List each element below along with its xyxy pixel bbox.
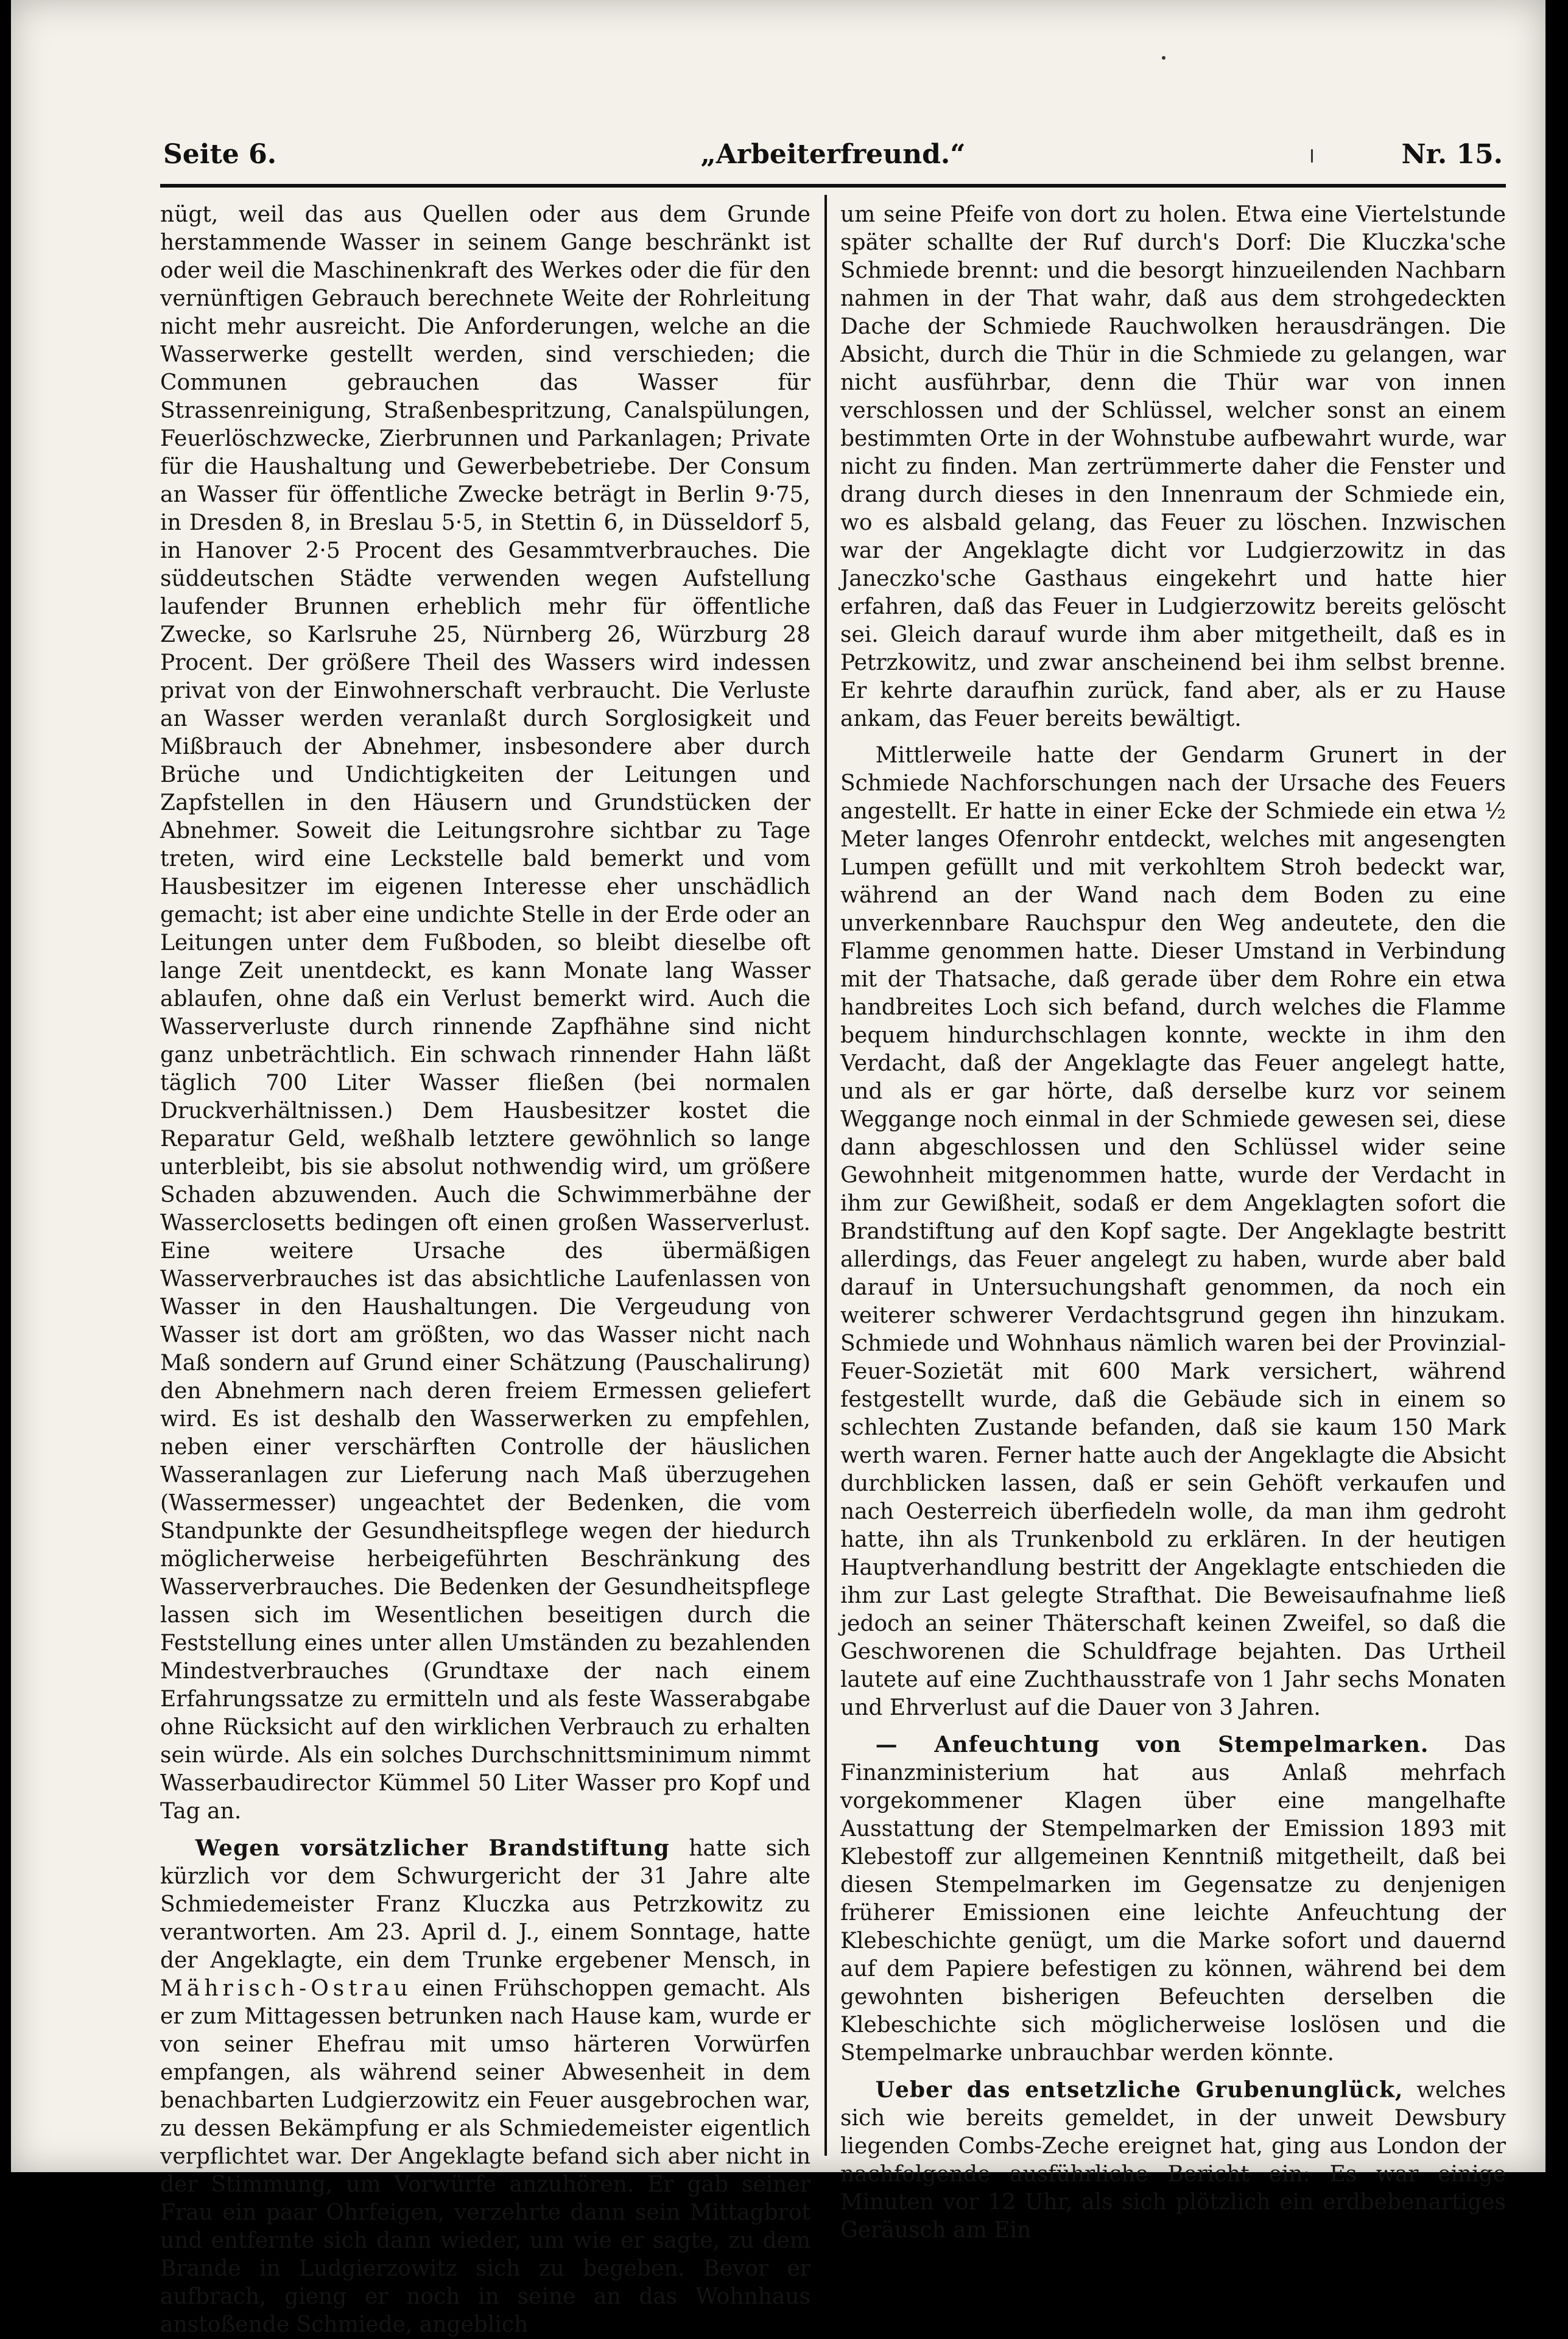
right-column (840, 201, 1506, 2243)
column-divider (824, 195, 827, 2156)
place-name: Mährisch-Ostrau (160, 1976, 412, 2001)
left-column (160, 201, 810, 2337)
page-number: Seite 6. (163, 139, 277, 170)
headline-mine: Ueber das entsetzliche Grubenunglück, (875, 2077, 1404, 2103)
article-arson-continued: um seine Pfeife von dort zu holen. Etwa eine Viertelstunde später schallte der Ruf durch's Dorf: Die Kluczka'sche Schmiede brennt: und die besorgt hinzueilenden Nachbarn nahmen in der That wahr, daß aus dem strohgedeckten Dache der Schmiede Rauchwolken herausdrängen. Die Absicht, durch die Thür in die Schmiede zu gelangen, war nicht ausführbar, denn die Thür war von innen verschlossen und der Schlüssel, welcher sonst an einem bestimmten Orte in der Wohnstube aufbewahrt wurde, war nicht zu finden. Man zertrümmerte daher die Fenster und drang durch dieses in den Innenraum der Schmiede ein, wo es alsbald gelang, das Feuer zu löschen. Inzwischen war der Angeklagte dicht vor Ludgierzowitz in das Janeczko'sche Gasthaus eingekehrt und hatte hier erfahren, daß das Feuer in Ludgierzowitz bereits gelöscht sei. Gleich darauf wurde ihm aber mitgetheilt, daß es in Petrzkowitz, und zwar anscheinend bei ihm selbst brenne. Er kehrte daraufhin zurück, fand aber, als er zu Hause ankam, das Feuer bereits bewältigt. (840, 202, 1506, 731)
newspaper-page (11, 0, 1545, 2337)
article-stamps: — Anfeuchtung von Stempelmarken. Das Finanzministerium hat aus Anlaß mehrfach vorgekommener Klagen über eine mangelhafte Ausstattung der Stempelmarken der Emission 1893 mit Klebestoff zur allgemeinen Kenntniß mitgetheilt, daß bei diesen Stempelmarken im Gegensatze zu denjenigen früherer Emissionen eine leichte Anfeuchtung der Klebeschichte genügt, um die Marke sofort und dauernd auf dem Papiere befestigen zu können, während bei dem gewohnten bisherigen Befeuchten derselben die Klebeschichte sich möglicherweise loslösen und die Stempelmarke unbrauchbar werden könnte. (840, 1732, 1506, 2066)
page-header (163, 139, 1503, 175)
article-arson: Wegen vorsätzlicher Brandstiftung hatte sich kürzlich vor dem Schwurgericht der 31 Jahre alte Schmiedemeister Franz Kluczka aus Petrzkowitz zu verantworten. Am 23. April d. J., einem Sonntage, hatte der Angeklagte, ein dem Trunke ergebener Mensch, in Mährisch-Ostrau einen Frühschoppen gemacht. Als er zum Mittagessen betrunken nach Hause kam, wurde er von seiner Ehefrau mit umso härteren Vorwürfen empfangen, als während seiner Abwesenheit in dem benachbarten Ludgierzowitz ein Feuer ausgebrochen war, zu dessen Bekämpfung er als Schmiedemeister eigentlich verpflichtet war. Der Angeklagte befand sich aber nicht in der Stimmung, um Vorwürfe anzuhören. Er gab seiner Frau ein paar Ohrfeigen, verzehrte dann sein Mittagbrot und entfernte sich dann wieder, um wie er sagte, zu dem Brande in Ludgierzowitz sich zu begeben. Bevor er aufbrach, gieng er noch in seine an das Wohnhaus anstoßende Schmiede, angeblich (160, 1835, 810, 2337)
headline-arson: Wegen vorsätzlicher Brandstiftung (195, 1835, 670, 1861)
headline-stamps: — Anfeuchtung von Stempelmarken. (875, 1732, 1429, 1757)
ink-speck (1162, 56, 1165, 60)
article-arson-investigation: Mittlerweile hatte der Gendarm Grunert in der Schmiede Nachforschungen nach der Ursache des Feuers angestellt. Er hatte in einer Ecke der Schmiede ein etwa ½ Meter langes Ofenrohr entdeckt, welches mit angesengten Lumpen gefüllt und mit verkohltem Stroh bedeckt war, während an der Wand nach dem Boden zu eine unverkennbare Rauchspur den Weg andeutete, den die Flamme genommen hatte. Dieser Umstand in Verbindung mit der Thatsache, daß gerade über dem Rohre ein etwa handbreites Loch sich befand, durch welches die Flamme bequem hindurchschlagen konnte, weckte in ihm den Verdacht, daß der Angeklagte das Feuer angelegt hatte, und als er gar hörte, daß derselbe kurz vor seinem Weggange noch einmal in der Schmiede gewesen sei, diese dann abgeschlossen und den Schlüssel wider seine Gewohnheit mitgenommen hatte, wurde der Verdacht in ihm zur Gewißheit, sodaß er dem Angeklagten sofort die Brandstiftung auf den Kopf sagte. Der Angeklagte bestritt allerdings, das Feuer angelegt zu haben, wurde aber bald darauf in Untersuchungshaft genommen, da noch ein weiterer schwerer Verdachtsgrund gegen ihn hinzukam. Schmiede und Wohnhaus nämlich waren bei der Provinzial-Feuer-Sozietät mit 600 Mark versichert, während festgestellt wurde, daß die Gebäude sich in einem so schlechten Zustande befanden, daß sie kaum 150 Mark werth waren. Ferner hatte auch der Angeklagte die Absicht durchblicken lassen, daß er sein Gehöft verkaufen und nach Oesterreich überfiedeln wolle, da man ihm gedroht hatte, ihn als Trunkenbold zu erklären. In der heutigen Hauptverhandlung bestritt der Angeklagte entschieden die ihm zur Last gelegte Strafthat. Die Beweisaufnahme ließ jedoch an seiner Thäterschaft keinen Zweifel, so daß die Geschworenen die Schuldfrage bejahten. Das Urtheil lautete auf eine Zuchthausstrafe von 1 Jahr sechs Monaten und Ehrverlust auf die Dauer von 3 Jahren. (840, 743, 1506, 1720)
newspaper-title: „Arbeiterfreund.“ (700, 139, 966, 170)
header-rule (160, 184, 1506, 188)
article-mine-disaster: Ueber das entsetzliche Grubenunglück, welches sich wie bereits gemeldet, in der unweit Dewsbury liegenden Combs-Zeche ereignet hat, ging aus London der nachfolgende ausführliche Bericht ein: Es war einige Minuten vor 12 Uhr, als sich plötzlich ein erdbebenartiges Geräusch am Ein (840, 2077, 1506, 2243)
issue-number: Nr. 15. (1401, 139, 1503, 170)
article-water-continued: nügt, weil das aus Quellen oder aus dem Grunde herstammende Wasser in seinem Gange beschränkt ist oder weil die Maschinenkraft des Werkes oder die für den vernünftigen Gebrauch berechnete Weite der Rohrleitung nicht mehr ausreicht. Die Anforderungen, welche an die Wasserwerke gestellt werden, sind verschieden; die Communen gebrauchen das Wasser für Strassenreinigung, Straßenbespritzung, Canalspülungen, Feuerlöschzwecke, Zierbrunnen und Parkanlagen; Private für die Haushaltung und Gewerbebetriebe. Der Consum an Wasser für öffentliche Zwecke beträgt in Berlin 9·75, in Dresden 8, in Breslau 5·5, in Stettin 6, in Düsseldorf 5, in Hanover 2·5 Procent des Gesammtverbrauches. Die süddeutschen Städte verwenden wegen Aufstellung laufender Brunnen erheblich mehr für öffentliche Zwecke, so Karlsruhe 25, Nürnberg 26, Würzburg 28 Procent. Der größere Theil des Wassers wird indessen privat von der Einwohnerschaft verbraucht. Die Verluste an Wasser werden veranlaßt durch Sorglosigkeit und Mißbrauch der Abnehmer, insbesondere aber durch Brüche und Undichtigkeiten der Leitungen und Zapfstellen in den Häusern und Grundstücken der Abnehmer. Soweit die Leitungsrohre sichtbar zu Tage treten, wird eine Leckstelle bald bemerkt und vom Hausbesitzer im eigenen Interesse eher unschädlich gemacht; ist aber eine undichte Stelle in der Erde oder an Leitungen unter dem Fußboden, so bleibt dieselbe oft lange Zeit unentdeckt, es kann Monate lang Wasser ablaufen, ohne daß ein Verlust bemerkt wird. Auch die Wasserverluste durch rinnende Zapfhähne sind nicht ganz unbeträchtlich. Ein schwach rinnender Hahn läßt täglich 700 Liter Wasser fließen (bei normalen Druckverhältnissen.) Dem Hausbesitzer kostet die Reparatur Geld, weßhalb letztere gewöhnlich so lange unterbleibt, bis sie absolut nothwendig wird, um größere Schaden abzuwenden. Auch die Schwimmerbähne der Wasserclosetts bedingen oft einen großen Wasserverlust. Eine weitere Ursache des übermäßigen Wasserverbrauches ist das absichtliche Laufenlassen von Wasser in den Haushaltungen. Die Vergeudung von Wasser ist dort am größten, wo das Wasser nicht nach Maß sondern auf Grund einer Schätzung (Pauschalirung) den Abnehmern nach deren freiem Ermessen geliefert wird. Es ist deshalb den Wasserwerken zu empfehlen, neben einer verschärften Controlle der häuslichen Wasseranlagen zur Lieferung nach Maß überzugehen (Wassermesser) ungeachtet der Bedenken, die vom Standpunkte der Gesundheitspflege wegen der hiedurch möglicherweise herbeigeführten Beschränkung des Wasserverbrauches. Die Bedenken der Gesundheitspflege lassen sich im Wesentlichen beseitigen durch die Feststellung eines unter allen Umständen zu bezahlenden Mindestverbrauches (Grundtaxe der nach einem Erfahrungssatze zu ermitteln und als feste Wasserabgabe ohne Rücksicht auf den wirklichen Verbrauch zu erhalten sein würde. Als ein solches Durchschnittsminimum nimmt Wasserbaudirector Kümmel 50 Liter Wasser pro Kopf und Tag an. (160, 202, 810, 1824)
